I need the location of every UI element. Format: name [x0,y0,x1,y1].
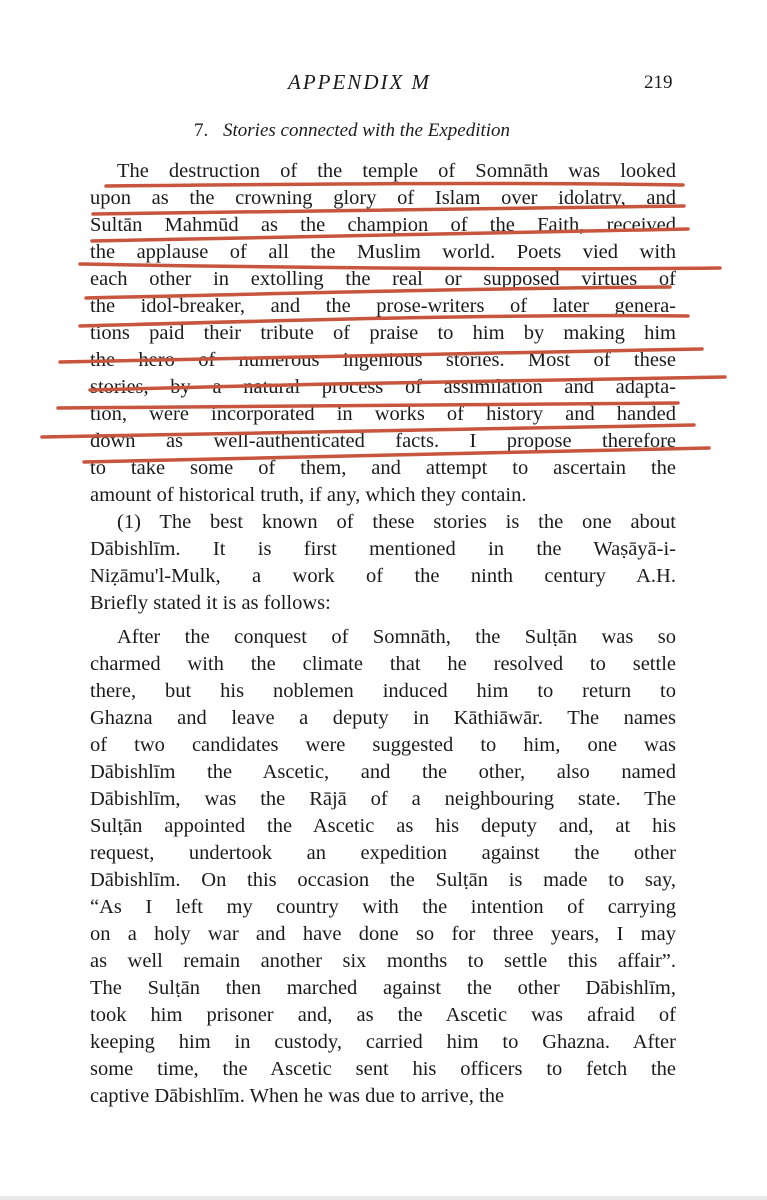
text-line: Dābishlīm the Ascetic, and the other, also named [90,761,676,783]
section-heading [194,120,510,142]
text-line: stories, by a natural process of assimilation and adapta- [90,376,676,398]
text-line: of two candidates were suggested to him, one was [90,734,676,756]
text-line: Dābishlīm. It is first mentioned in the Waṣāyā-i- [90,538,676,560]
text-line: Sultān Mahmūd as the champion of the Faith, received [90,214,676,236]
page-bottom-edge [0,1196,767,1200]
text-line: (1) The best known of these stories is the one about [117,511,676,533]
text-line: the applause of all the Muslim world. Poets vied with [90,241,676,263]
text-line: charmed with the climate that he resolved to settle [90,653,676,675]
text-line: After the conquest of Somnāth, the Sulṭān was so [117,626,676,648]
text-line: down as well-authenticated facts. I propose therefore [90,430,676,452]
text-line: Niẓāmu'l-Mulk, a work of the ninth century A.H. [90,565,676,587]
section-number: 7. [194,120,209,141]
text-line: Dābishlīm. On this occasion the Sulṭān is made to say, [90,869,676,891]
text-line: tion, were incorporated in works of history and handed [90,403,676,425]
text-line: upon as the crowning glory of Islam over idolatry, and [90,187,676,209]
section-title: Stories connected with the Expedition [223,120,511,141]
text-line: The Sulṭān then marched against the other Dābishlīm, [90,977,676,999]
text-line: captive Dābishlīm. When he was due to arrive, the [90,1085,505,1107]
text-line: the hero of numerous ingenious stories. Most of these [90,349,676,371]
text-line: each other in extolling the real or supposed virtues of [90,268,676,290]
text-line: Sulṭān appointed the Ascetic as his deputy and, at his [90,815,676,837]
page-number: 219 [644,72,673,93]
text-line: Dābishlīm, was the Rājā of a neighbouring state. The [90,788,676,810]
text-line: as well remain another six months to settle this affair”. [90,950,676,972]
text-line: on a holy war and have done so for three years, I may [90,923,676,945]
text-line: amount of historical truth, if any, which they contain. [90,484,527,506]
running-title: APPENDIX M [288,70,432,94]
text-line: request, undertook an expedition against the other [90,842,676,864]
text-line: the idol-breaker, and the prose-writers of later genera- [90,295,676,317]
text-line: some time, the Ascetic sent his officers to fetch the [90,1058,676,1080]
text-line: Briefly stated it is as follows: [90,592,331,614]
text-line: tions paid their tribute of praise to him by making him [90,322,676,344]
text-line: keeping him in custody, carried him to Ghazna. After [90,1031,676,1053]
text-line: “As I left my country with the intention of carrying [90,896,676,918]
text-line: there, but his noblemen induced him to return to [90,680,676,702]
text-line: took him prisoner and, as the Ascetic was afraid of [90,1004,676,1026]
text-line: Ghazna and leave a deputy in Kāthiāwār. The names [90,707,676,729]
text-line: to take some of them, and attempt to ascertain the [90,457,676,479]
text-line: The destruction of the temple of Somnāth was looked [117,160,676,182]
